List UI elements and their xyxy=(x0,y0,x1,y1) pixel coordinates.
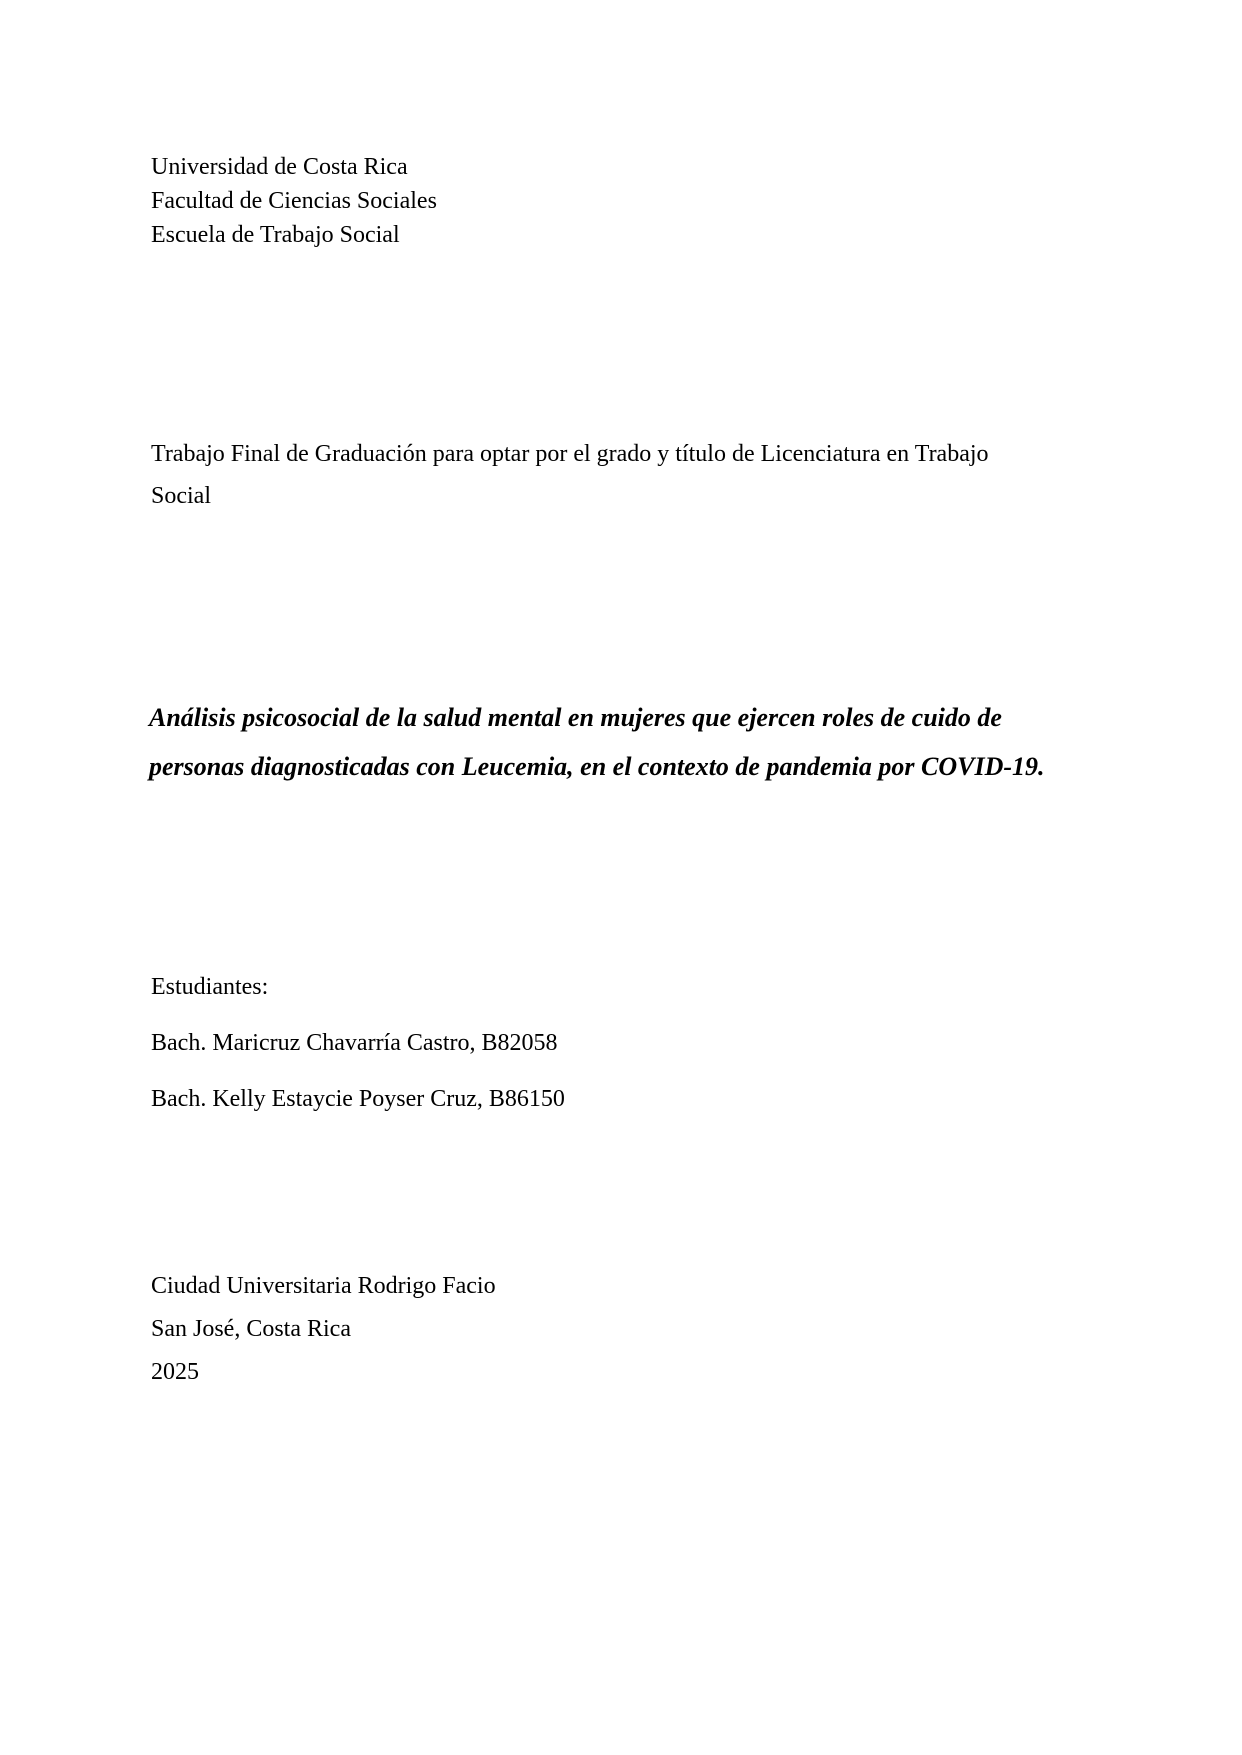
degree-statement xyxy=(151,433,1111,517)
degree-line-1: Trabajo Final de Graduación para optar por el grado y título de Licenciatura en Trabajo xyxy=(151,441,989,467)
city-name: San José, Costa Rica xyxy=(151,1316,351,1342)
school-name: Escuela de Trabajo Social xyxy=(151,222,400,248)
location-block xyxy=(151,1265,1111,1394)
degree-line-2: Social xyxy=(151,483,211,509)
faculty-name: Facultad de Ciencias Sociales xyxy=(151,188,437,214)
student-name: Bach. Maricruz Chavarría Castro, B82058 xyxy=(151,1030,558,1056)
thesis-title xyxy=(149,693,1109,791)
year: 2025 xyxy=(151,1359,199,1385)
thesis-title-line-2: personas diagnosticadas con Leucemia, en el contexto de pandemia por COVID-19. xyxy=(149,752,1045,781)
students-block xyxy=(151,959,1111,1127)
student-name: Bach. Kelly Estaycie Poyser Cruz, B86150 xyxy=(151,1086,565,1112)
thesis-title-line-1: Análisis psicosocial de la salud mental en mujeres que ejercen roles de cuido de xyxy=(149,703,1002,732)
university-name: Universidad de Costa Rica xyxy=(151,154,408,180)
campus-name: Ciudad Universitaria Rodrigo Facio xyxy=(151,1273,496,1299)
students-heading: Estudiantes: xyxy=(151,974,269,1000)
institution-block xyxy=(151,150,1111,252)
